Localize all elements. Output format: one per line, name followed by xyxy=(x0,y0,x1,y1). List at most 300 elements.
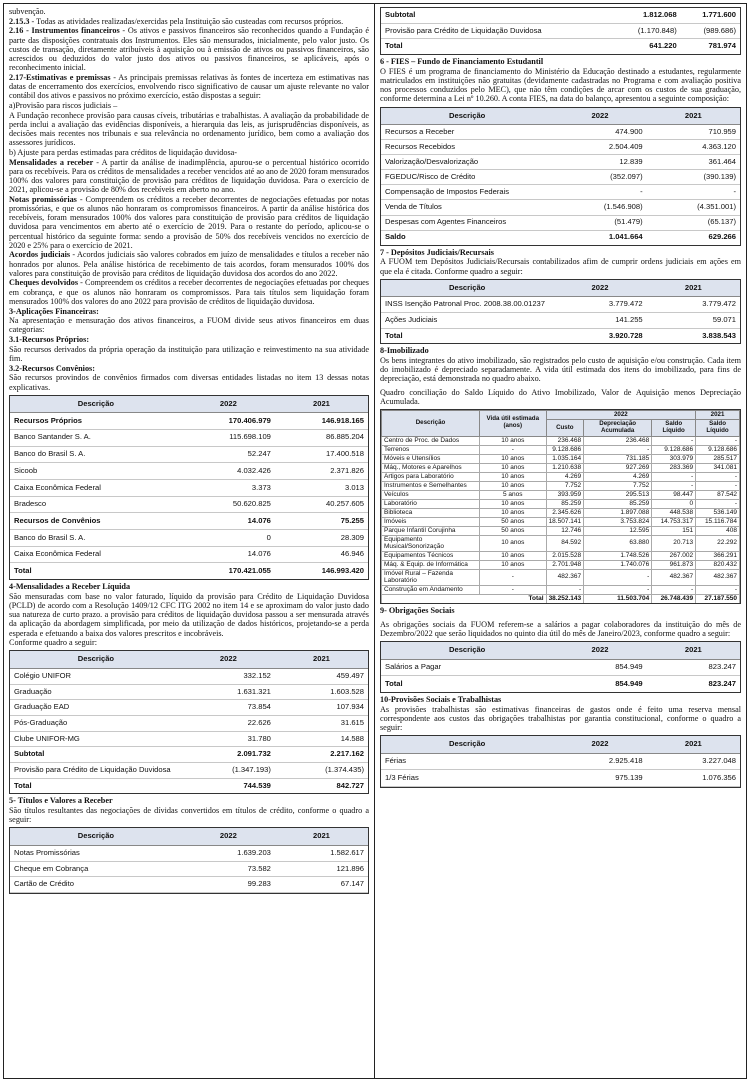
intro-paragraph-label: 2.16 - Instrumentos financeiros xyxy=(9,26,120,36)
table-header-cell: 2022 xyxy=(553,642,646,659)
row-description: Banco Santander S. A. xyxy=(10,429,182,446)
table-row xyxy=(381,125,740,140)
table-total-row xyxy=(381,39,740,54)
imob-saldo-2022: 482.367 xyxy=(652,570,696,586)
intro-paragraph-label: 2.17-Estimativas e premissas xyxy=(9,72,111,82)
table-header-cell: 2021 xyxy=(647,736,740,753)
section-7-text: A FUOM tem Depósitos Judiciais/Recursais contabilizados afim de cumprir ordens judiciais em ações em que ela é citada. Conforme quadro a seguir: xyxy=(380,257,741,276)
imob-total-custo: 38.252.143 xyxy=(546,594,584,603)
row-value-2022: 50.620.825 xyxy=(182,496,275,513)
row-value-2022: 12.839 xyxy=(553,155,646,170)
imob-saldo-2022: 151 xyxy=(652,527,696,536)
imob-description: Máq. & Equip. de Informática xyxy=(382,561,480,570)
table-provisoes xyxy=(380,735,741,788)
imob-saldo-2022: - xyxy=(652,482,696,491)
imob-header-custo: Custo xyxy=(546,420,584,437)
table-row xyxy=(10,684,368,700)
table-header-cell: Descrição xyxy=(381,108,553,125)
row-description: Colégio UNIFOR xyxy=(10,668,182,684)
imob-custo: 1.035.164 xyxy=(546,455,584,464)
left-column xyxy=(4,4,375,1078)
total-value-2022: 3.920.728 xyxy=(553,328,646,343)
imob-vida-util: 10 anos xyxy=(480,473,547,482)
table-header-cell: 2022 xyxy=(182,828,275,845)
table-total-row xyxy=(10,563,368,579)
imob-vida-util: 10 anos xyxy=(480,552,547,561)
section-9-text: As obrigações sociais da FUOM referem-se a salários a pagar colaboradores da instituição do mês de Dezembro/2022 que serão liquidados no quinto dia útil do mês de Janeiro/2023, conforme quadro a seguir: xyxy=(380,619,741,638)
intro-paragraph-text: - Acordos judiciais são valores cobrados em juízo de mensalidades e títulos a receber não honrados por alunos. Pela análise histórica de recebimento de tais acordos, foram mensurados 100% dos valores para constituição de provisão para créditos de liquidação duvidosa dos acordos do ano 2022. xyxy=(9,250,369,278)
imob-saldo-2021: 87.542 xyxy=(696,491,740,500)
table-row xyxy=(10,530,368,547)
table-header-cell: Descrição xyxy=(381,736,553,753)
imob-row xyxy=(382,536,740,552)
total-label: Saldo xyxy=(381,230,553,245)
table-header-cell: 2021 xyxy=(275,828,368,845)
imob-saldo-2022: 20.713 xyxy=(652,536,696,552)
table-row xyxy=(10,715,368,731)
imob-saldo-2022: 961.873 xyxy=(652,561,696,570)
imob-depreciacao: 731.185 xyxy=(584,455,652,464)
imob-total-depreciacao: 11.503.704 xyxy=(584,594,652,603)
row-description: Caixa Econômica Federal xyxy=(10,479,182,496)
imob-description: Parque Infantil Corujinha xyxy=(382,527,480,536)
table-row xyxy=(381,8,740,23)
imob-description: Máq., Motores e Aparelhos xyxy=(382,464,480,473)
row-description: Compensação de Impostos Federais xyxy=(381,185,553,200)
intro-paragraph xyxy=(9,364,369,373)
row-description: Recursos Recebidos xyxy=(381,140,553,155)
imob-depreciacao: - xyxy=(584,570,652,586)
row-description: INSS Isenção Patronal Proc. 2008.38.00.01237 xyxy=(381,297,553,313)
total-value-2022: 1.041.664 xyxy=(553,230,646,245)
table-row xyxy=(10,845,368,861)
row-value-2022: 31.780 xyxy=(182,731,275,747)
table-header-cell: 2022 xyxy=(553,280,646,297)
imob-row xyxy=(382,473,740,482)
row-description: Ações Judiciais xyxy=(381,313,553,329)
table-row xyxy=(381,155,740,170)
imob-saldo-2021: - xyxy=(696,437,740,446)
row-description: Despesas com Agentes Financeiros xyxy=(381,215,553,230)
intro-paragraph xyxy=(9,17,369,26)
total-value-2022: 641.220 xyxy=(614,39,680,54)
imob-saldo-2021: 366.291 xyxy=(696,552,740,561)
row-value-2022: 3.373 xyxy=(182,479,275,496)
intro-paragraph-text: - As principais premissas relativas às fontes de incerteza em estimativas nas datas de encerramento dos exercícios, envolvendo risco significativo de causar um ajuste relevante no valor contábil dos ativos e passivos no próximo exercício, estão dispostas a seguir: xyxy=(9,72,369,101)
table-fies xyxy=(380,107,741,246)
imob-row xyxy=(382,455,740,464)
section-10-text: As provisões trabalhistas são estimativas financeiras de gastos onde é feito uma reserva mensal correspondente aos custos das obrigações trabalhistas por garantia constitucional, conforme o quadro a seguir: xyxy=(380,704,741,732)
imob-saldo-2021: 408 xyxy=(696,527,740,536)
row-value-2021: 28.309 xyxy=(275,530,368,547)
imob-vida-util: 10 anos xyxy=(480,455,547,464)
section-4-intro: Conforme quadro a seguir: xyxy=(9,638,97,648)
intro-paragraph-text: Na apresentação e mensuração dos ativos financeiros, a FUOM divide seus ativos financeiros em duas categorias: xyxy=(9,316,369,335)
total-value-2021: 842.727 xyxy=(275,778,368,793)
row-value-2022: (352.097) xyxy=(553,170,646,185)
intro-paragraph-label: 2.15.3 xyxy=(9,16,30,26)
section-7-title: 7 - Depósitos Judiciais/Recursais xyxy=(380,247,494,257)
imob-saldo-2022: 98.447 xyxy=(652,491,696,500)
row-value-2022: (51.479) xyxy=(553,215,646,230)
intro-paragraph-label: 3.2-Recursos Convênios: xyxy=(9,363,95,373)
imob-row xyxy=(382,482,740,491)
intro-paragraph-text: a)Provisão para riscos judiciais – xyxy=(9,100,118,110)
row-value-2022: 854.949 xyxy=(553,659,646,676)
imob-total-label: Total xyxy=(382,594,547,603)
table-row xyxy=(10,463,368,480)
row-value-2022: 1.631.321 xyxy=(182,684,275,700)
row-value-2022: 99.283 xyxy=(182,877,275,893)
imob-vida-util: 10 anos xyxy=(480,500,547,509)
total-label: Total xyxy=(381,39,614,54)
imob-header-desc: Descrição xyxy=(382,410,480,437)
row-value-2022: (1.546.908) xyxy=(553,200,646,215)
table-total-row xyxy=(381,328,740,343)
row-value-2021: (65.137) xyxy=(647,215,740,230)
row-description: Sicoob xyxy=(10,463,182,480)
row-value-2022: 3.779.472 xyxy=(553,297,646,313)
row-value-2022: 22.626 xyxy=(182,715,275,731)
table-imobilizado xyxy=(380,409,741,604)
intro-paragraph-text: - Compreendem os créditos a receber decorrentes de negociações efetuadas por cheques em cobrança, e que os alunos não honraram os compromissos. Para tais títulos sem liquidação foram mensurados 100% dos valores do ano 2022 para provisão de créditos de liquidação duvidosa. xyxy=(9,278,369,306)
row-value-2021: (4.351.001) xyxy=(647,200,740,215)
row-value-2022: 0 xyxy=(182,530,275,547)
imob-depreciacao: 1.748.526 xyxy=(584,552,652,561)
row-description: Graduação EAD xyxy=(10,700,182,716)
imob-total-saldo-2021: 27.187.550 xyxy=(696,594,740,603)
imob-header-vida: Vida útil estimada (anos) xyxy=(480,410,547,437)
imob-row xyxy=(382,561,740,570)
row-description: Cartão de Crédito xyxy=(10,877,182,893)
section-5-text: São títulos resultantes das negociações de dívidas convertidos em títulos de crédito, conforme o quadro a seguir: xyxy=(9,806,369,825)
row-value-2021: (390.139) xyxy=(647,170,740,185)
row-value-2022: - xyxy=(553,185,646,200)
table-header-cell: 2022 xyxy=(553,108,646,125)
table-row xyxy=(10,496,368,513)
row-description: Venda de Títulos xyxy=(381,200,553,215)
imob-depreciacao: - xyxy=(584,585,652,594)
imob-description: Laboratório xyxy=(382,500,480,509)
total-label: Total xyxy=(10,778,182,793)
imob-custo: 2.015.528 xyxy=(546,552,584,561)
row-value-2022: 73.854 xyxy=(182,700,275,716)
table-row xyxy=(381,215,740,230)
imob-saldo-2022: 303.979 xyxy=(652,455,696,464)
intro-paragraph xyxy=(9,26,369,72)
row-description: Subtotal xyxy=(381,8,614,23)
imob-saldo-2022: 14.753.317 xyxy=(652,518,696,527)
intro-paragraph-text: São recursos provindos de convênios firmados com diversas entidades listadas no item 13 dessas notas explicativas. xyxy=(9,373,369,392)
imob-depreciacao: 85.259 xyxy=(584,500,652,509)
table-row xyxy=(381,770,740,787)
table-row xyxy=(10,731,368,747)
row-value-2022: (1.347.193) xyxy=(182,763,275,779)
total-value-2021: 629.266 xyxy=(647,230,740,245)
imob-custo: - xyxy=(546,585,584,594)
table-mensalidades xyxy=(9,650,369,794)
imob-vida-util: - xyxy=(480,446,547,455)
imob-row xyxy=(382,527,740,536)
imob-description: Veículos xyxy=(382,491,480,500)
section-8-title: 8-Imobilizado xyxy=(380,346,429,356)
section-9-title: 9- Obrigações Sociais xyxy=(380,605,455,615)
imob-saldo-2021: 9.128.686 xyxy=(696,446,740,455)
table-header-cell: Descrição xyxy=(381,280,553,297)
table-obrigacoes xyxy=(380,641,741,693)
imob-description: Terrenos xyxy=(382,446,480,455)
row-value-2021: 3.779.472 xyxy=(647,297,740,313)
row-value-2022: 52.247 xyxy=(182,446,275,463)
imob-description: Equipamento Musical/Sonorização xyxy=(382,536,480,552)
imob-header-depr: Depreciação Acumulada xyxy=(584,420,652,437)
intro-paragraph xyxy=(9,101,369,110)
table-total-row xyxy=(10,778,368,793)
row-value-2021: - xyxy=(647,185,740,200)
table-row xyxy=(10,479,368,496)
row-description: FGEDUC/Risco de Crédito xyxy=(381,170,553,185)
intro-paragraph-text: subvenção. xyxy=(9,7,46,16)
table-header-cell: 2022 xyxy=(182,396,275,413)
imob-header-2022: 2022 xyxy=(546,410,696,420)
imob-saldo-2021: - xyxy=(696,473,740,482)
intro-paragraph xyxy=(9,73,369,101)
imob-custo: 85.259 xyxy=(546,500,584,509)
section-4-text: São mensuradas com base no valor faturado, líquido da provisão para Crédito de Liquidação Duvidosa (PCLD) de acordo com a Resolução 1409/12 CFC ITG 2002 no item 14 e se aproximam do valor justo dado sua natureza de curto prazo. a provisão para créditos de liquidação duvidosa passou a ser mensurada através da aplicação da abordagem simplificada, por meio da utilização de dados históricos, projetando-se a perda esperada e efetuando a baixa dos valores prescritos e incobráveis. xyxy=(9,591,369,638)
row-description: Notas Promissórias xyxy=(10,845,182,861)
intro-paragraph xyxy=(9,345,369,363)
imob-row xyxy=(382,464,740,473)
table-header-cell: 2021 xyxy=(647,642,740,659)
imob-saldo-2021: - xyxy=(696,500,740,509)
table-header-cell: 2021 xyxy=(647,280,740,297)
imob-vida-util: - xyxy=(480,585,547,594)
right-column xyxy=(375,4,746,1078)
intro-paragraph xyxy=(9,250,369,278)
imob-depreciacao: 63.880 xyxy=(584,536,652,552)
row-value-2021: 823.247 xyxy=(647,659,740,676)
row-value-2021: 46.946 xyxy=(275,546,368,563)
intro-paragraph-text: - Os ativos e passivos financeiros são reconhecidos quando a Fundação é parte das disposições contratuais dos Instrumentos. Eles são mensurados, inicialmente, pelo valor justo. Os custos de transação, diretamente atribuíveis à aquisição ou à emissão de ativos ou passivos financeiros, são acrescidos ou deduzidos do valor justo dos ativos ou passivos financeiros, se aplicáveis, após o reconhecimento inicial. xyxy=(9,26,370,73)
total-value-2022: 744.539 xyxy=(182,778,275,793)
section-4-title: 4-Mensalidades a Receber Líquida xyxy=(9,582,131,592)
total-value-2021: 3.838.543 xyxy=(647,328,740,343)
row-value-2022: 975.139 xyxy=(553,770,646,787)
table-row xyxy=(10,877,368,893)
imob-row xyxy=(382,446,740,455)
imob-row xyxy=(382,552,740,561)
section-8-text-2: Quadro conciliação do Saldo Líquido do Ativo Imobilizado, Valor de Aquisição menos Depreciação Acumulada. xyxy=(380,388,741,407)
table-header-cell: 2022 xyxy=(553,736,646,753)
imob-row xyxy=(382,570,740,586)
imob-description: Equipamentos Técnicos xyxy=(382,552,480,561)
row-value-2021: (989.686) xyxy=(681,23,740,39)
imob-saldo-2021: 285.517 xyxy=(696,455,740,464)
intro-paragraph-label: Mensalidades a receber xyxy=(9,157,94,167)
row-description: Bradesco xyxy=(10,496,182,513)
row-value-2022: 4.032.426 xyxy=(182,463,275,480)
imob-saldo-2022: 0 xyxy=(652,500,696,509)
imob-custo: 7.752 xyxy=(546,482,584,491)
imob-depreciacao: 295.513 xyxy=(584,491,652,500)
total-label: Total xyxy=(381,328,553,343)
table-row xyxy=(381,200,740,215)
imob-header-saldo-2021: Saldo Líquido xyxy=(696,420,740,437)
row-value-2021: 459.497 xyxy=(275,668,368,684)
table-row xyxy=(381,170,740,185)
imob-custo: 12.746 xyxy=(546,527,584,536)
imob-custo: 2.345.626 xyxy=(546,509,584,518)
imob-custo: 2.701.948 xyxy=(546,561,584,570)
row-value-2021: 361.464 xyxy=(647,155,740,170)
intro-paragraph-label: Cheques devolvidos xyxy=(9,278,79,288)
total-value-2021: 781.974 xyxy=(681,39,740,54)
imob-vida-util: 50 anos xyxy=(480,518,547,527)
table-header-cell: Descrição xyxy=(10,828,182,845)
table-titulos-continued xyxy=(380,7,741,55)
total-value-2021: 823.247 xyxy=(647,676,740,692)
imob-saldo-2022: 283.369 xyxy=(652,464,696,473)
imob-saldo-2022: - xyxy=(652,585,696,594)
row-description: Provisão para Crédito de Liquidação Duvidosa xyxy=(381,23,614,39)
imob-saldo-2022: 267.002 xyxy=(652,552,696,561)
imob-saldo-2021: 482.367 xyxy=(696,570,740,586)
imob-custo: 482.367 xyxy=(546,570,584,586)
imob-depreciacao: 4.269 xyxy=(584,473,652,482)
imob-vida-util: 10 anos xyxy=(480,482,547,491)
row-value-2021: 86.885.204 xyxy=(275,429,368,446)
imob-total-row xyxy=(382,594,740,603)
imob-custo: 1.210.638 xyxy=(546,464,584,473)
intro-paragraph-label: 3.1-Recursos Próprios: xyxy=(9,335,90,345)
row-value-2021: 1.076.356 xyxy=(647,770,740,787)
imob-vida-util: 10 anos xyxy=(480,536,547,552)
row-description: Férias xyxy=(381,753,553,770)
intro-paragraph-text: - A partir da análise de inadimplência, apurou-se o percentual histórico ocorrido para os recebíveis. Para os créditos de mensalidades a receber vencidos até ao ano de 2020 foram mensurados 100% dos valores para constituição de provisão para créditos de liquidação duvidosa. Para o exercício de 2021, aplicou-se a provisão de 80% dos recebíveis em aberto no ano. xyxy=(9,157,369,195)
row-value-2022: 1.812.068 xyxy=(614,8,680,23)
imob-row xyxy=(382,500,740,509)
imob-saldo-2022: 448.538 xyxy=(652,509,696,518)
row-value-2022: (1.170.848) xyxy=(614,23,680,39)
row-description: Banco do Brasil S. A. xyxy=(10,446,182,463)
row-value-2022: 141.255 xyxy=(553,313,646,329)
imob-description: Centro de Proc. de Dados xyxy=(382,437,480,446)
table-header-cell: Descrição xyxy=(10,651,182,668)
total-value-2022: 854.949 xyxy=(553,676,646,692)
table-total-row xyxy=(381,676,740,692)
intro-paragraph xyxy=(9,158,369,195)
imob-depreciacao: - xyxy=(584,446,652,455)
table-row xyxy=(381,313,740,329)
intro-paragraph xyxy=(9,307,369,316)
imob-vida-util: 10 anos xyxy=(480,464,547,473)
total-label: Total xyxy=(10,563,182,579)
intro-paragraph-text: A Fundação reconhece provisão para causas cíveis, tributárias e trabalhistas. A avaliação da probabilidade de perda inclui a avaliação das evidências disponíveis, a hierarquia das leis, as jurisprudências disponíveis, as decisões mais recentes nos tribunais e sua relevância no ordenamento jurídico, bem como a avaliação dos assessores jurídicos. xyxy=(9,110,369,148)
imob-saldo-2022: 9.128.686 xyxy=(652,446,696,455)
intro-paragraph xyxy=(9,316,369,334)
row-value-2022: 170.406.979 xyxy=(182,413,275,430)
row-value-2022: 2.091.732 xyxy=(182,747,275,763)
imob-vida-util: 5 anos xyxy=(480,491,547,500)
table-row xyxy=(381,753,740,770)
table-row xyxy=(10,413,368,430)
row-description: Valorização/Desvalorização xyxy=(381,155,553,170)
imob-custo: 18.507.141 xyxy=(546,518,584,527)
imob-saldo-2021: - xyxy=(696,585,740,594)
imob-description: Imóveis xyxy=(382,518,480,527)
intro-paragraph-text: São recursos derivados da própria operação da instituição para utilização e reinvestimento na sua atividade fim. xyxy=(9,344,369,363)
imob-description: Instrumentos e Semelhantes xyxy=(382,482,480,491)
imob-saldo-2021: 15.116.784 xyxy=(696,518,740,527)
table-aplicacoes xyxy=(9,395,369,580)
table-header-cell: 2022 xyxy=(182,651,275,668)
imob-custo: 84.592 xyxy=(546,536,584,552)
row-value-2022: 2.925.418 xyxy=(553,753,646,770)
row-description: 1/3 Férias xyxy=(381,770,553,787)
row-value-2021: 146.918.165 xyxy=(275,413,368,430)
imob-vida-util: 10 anos xyxy=(480,437,547,446)
row-value-2021: 14.588 xyxy=(275,731,368,747)
section-5-title: 5- Títulos e Valores a Receber xyxy=(9,796,113,806)
table-row xyxy=(10,700,368,716)
imob-vida-util: - xyxy=(480,570,547,586)
table-row xyxy=(10,429,368,446)
table-header-cell: Descrição xyxy=(10,396,182,413)
row-value-2021: 1.771.600 xyxy=(681,8,740,23)
row-description: Provisão para Crédito de Liquidação Duvidosa xyxy=(10,763,182,779)
row-value-2021: 121.896 xyxy=(275,861,368,877)
row-value-2021: 17.400.518 xyxy=(275,446,368,463)
imob-depreciacao: 1.740.076 xyxy=(584,561,652,570)
row-value-2021: 67.147 xyxy=(275,877,368,893)
total-value-2022: 170.421.055 xyxy=(182,563,275,579)
imob-total-saldo-2022: 26.748.439 xyxy=(652,594,696,603)
intro-paragraph xyxy=(9,373,369,391)
row-value-2022: 115.698.109 xyxy=(182,429,275,446)
table-row xyxy=(381,23,740,39)
table-header-cell: Descrição xyxy=(381,642,553,659)
row-value-2022: 2.504.409 xyxy=(553,140,646,155)
intro-paragraph-text: b) Ajuste para perdas estimadas para créditos de liquidação duvidosa- xyxy=(9,147,238,157)
table-row xyxy=(10,513,368,530)
intro-paragraph-label: Notas promissórias xyxy=(9,194,77,204)
imob-depreciacao: 1.897.088 xyxy=(584,509,652,518)
table-titulos xyxy=(9,827,369,894)
intro-paragraph-text: - Todas as atividades realizadas/exercidas pela Instituição são custeadas com recursos próprios. xyxy=(29,16,344,26)
table-row xyxy=(381,140,740,155)
row-description: Pós-Graduação xyxy=(10,715,182,731)
imob-custo: 4.269 xyxy=(546,473,584,482)
row-value-2021: 710.959 xyxy=(647,125,740,140)
row-value-2021: 1.582.617 xyxy=(275,845,368,861)
row-value-2021: 2.371.826 xyxy=(275,463,368,480)
imob-row xyxy=(382,437,740,446)
imob-depreciacao: 3.753.824 xyxy=(584,518,652,527)
imob-vida-util: 50 anos xyxy=(480,527,547,536)
row-value-2022: 14.076 xyxy=(182,546,275,563)
row-description: Salários a Pagar xyxy=(381,659,553,676)
imob-row xyxy=(382,491,740,500)
imob-depreciacao: 12.595 xyxy=(584,527,652,536)
imob-saldo-2021: 820.432 xyxy=(696,561,740,570)
intro-paragraph-label: Acordos judiciais xyxy=(9,250,71,260)
table-row xyxy=(10,763,368,779)
row-description: Cheque em Cobrança xyxy=(10,861,182,877)
section-6-title: 6 - FIES – Fundo de Financiamento Estudantil xyxy=(380,57,544,67)
imob-description: Imóvel Rural – Fazenda Laboratório xyxy=(382,570,480,586)
row-value-2021: (1.374.435) xyxy=(275,763,368,779)
row-description: Recursos a Receber xyxy=(381,125,553,140)
